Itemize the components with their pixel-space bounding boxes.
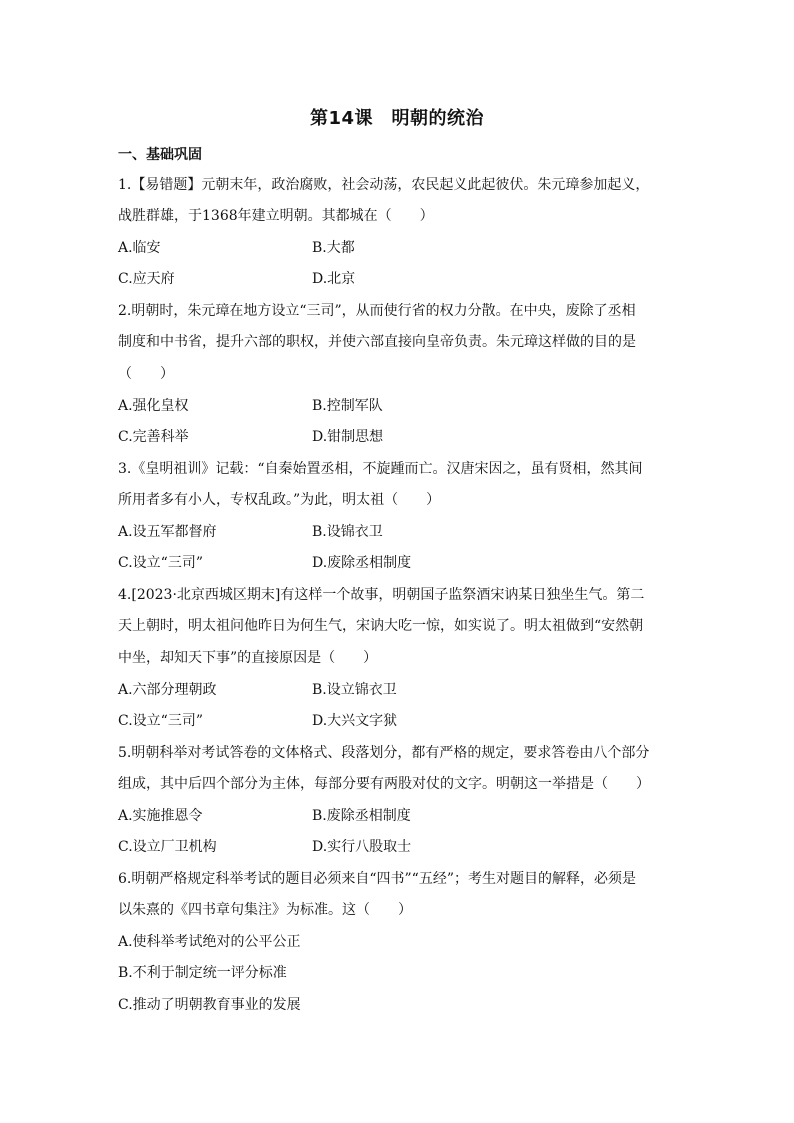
question-6-option-c: C.推动了明朝教育事业的发展 [118,997,301,1013]
question-3-option-c: C.设立“三司” [118,555,203,571]
question-4-text-line-1: 4.[2023·北京西城区期末]有这样一个故事，明朝国子监祭酒宋讷某日独坐生气。第二 [118,587,645,603]
question-1-text-line-2: 战胜群雄，于1368年建立明朝。其都城在（ ） [118,208,434,224]
question-1-option-a: A.临安 [118,240,161,256]
question-6-option-a: A.使科举考试绝对的公平公正 [118,934,301,950]
question-6-text-line-2: 以朱熹的《四书章句集注》为标准。这（ ） [118,902,412,918]
question-1-option-b: B.大都 [312,240,355,256]
page-title: 第14课 明朝的统治 [309,108,485,129]
question-4-text-line-3: 中坐，却知天下事”的直接原因是（ ） [118,650,378,666]
question-5-option-c: C.设立厂卫机构 [118,839,217,855]
question-1-text-line-1: 1.【易错题】元朝末年，政治腐败，社会动荡，农民起义此起彼伏。朱元璋参加起义， [118,177,650,193]
question-6-option-b: B.不利于制定统一评分标准 [118,965,287,981]
question-2-option-b: B.控制军队 [312,398,383,414]
question-3-text-line-2: 所用者多有小人，专权乱政。”为此，明太祖（ ） [118,492,441,508]
question-6-text-line-1: 6.明朝严格规定科举考试的题目必须来自“四书”“五经”；考生对题目的解释，必须是 [118,871,636,887]
question-4-option-b: B.设立锦衣卫 [312,682,397,698]
question-2-text-line-2: 制度和中书省，提升六部的职权，并使六部直接向皇帝负责。朱元璋这样做的目的是 [118,334,636,350]
question-5-option-a: A.实施推恩令 [118,808,203,824]
question-5-text-line-1: 5.明朝科举对考试答卷的文体格式、段落划分，都有严格的规定，要求答卷由八个部分 [118,745,650,761]
question-2-text-line-1: 2.明朝时，朱元璋在地方设立“三司”，从而使行省的权力分散。在中央，废除了丞相 [118,303,636,319]
question-2-option-c: C.完善科举 [118,429,189,445]
question-4-option-d: D.大兴文字狱 [312,713,398,729]
question-5-option-d: D.实行八股取士 [312,839,412,855]
section-heading: 一、基础巩固 [118,147,202,163]
question-5-text-line-2: 组成，其中后四个部分为主体，每部分要有两股对仗的文字。明朝这一举措是（ ） [118,776,650,792]
question-3-option-b: B.设锦衣卫 [312,524,383,540]
question-4-text-line-2: 天上朝时，明太祖问他昨日为何生气，宋讷大吃一惊，如实说了。明太祖做到“安然朝 [118,618,644,634]
question-1-option-c: C.应天府 [118,271,175,287]
question-4-option-a: A.六部分理朝政 [118,682,217,698]
question-5-option-b: B.废除丞相制度 [312,808,411,824]
question-3-text-line-1: 3.《皇明祖训》记载：“自秦始置丞相，不旋踵而亡。汉唐宋因之，虽有贤相，然其间 [118,461,643,477]
question-1-option-d: D.北京 [312,271,356,287]
question-2-text-line-3: （ ） [118,366,174,382]
question-3-option-a: A.设五军都督府 [118,524,217,540]
question-2-option-a: A.强化皇权 [118,398,189,414]
question-3-option-d: D.废除丞相制度 [312,555,412,571]
question-4-option-c: C.设立“三司” [118,713,203,729]
question-2-option-d: D.钳制思想 [312,429,384,445]
